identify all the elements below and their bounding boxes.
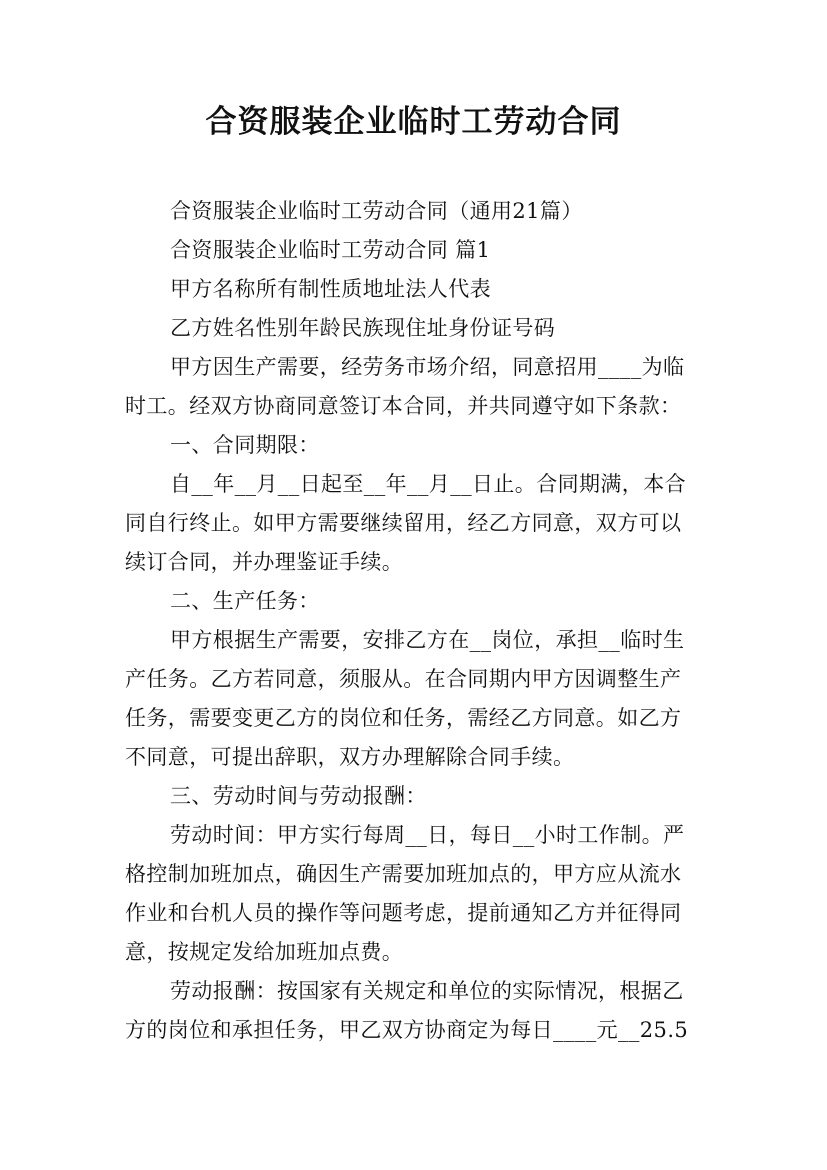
- text-line: 二、生产任务：: [170, 589, 320, 613]
- text-line: 产任务。乙方若同意，须服从。在合同期内甲方因调整生产: [125, 667, 682, 691]
- text-line: 自__年__月__日起至__年__月__日止。合同期满，本合: [170, 472, 686, 496]
- text-line: 三、劳动时间与劳动报酬：: [170, 784, 427, 808]
- text-line: 续订合同，并办理鉴证手续。: [125, 550, 404, 574]
- document-body: [125, 192, 710, 1050]
- text-line: 甲方因生产需要，经劳务市场介绍，同意招用____为临: [170, 355, 685, 379]
- text-line: 甲方名称所有制性质地址法人代表: [170, 277, 491, 301]
- text-line: 一、合同期限：: [170, 433, 320, 457]
- text-line: 任务，需要变更乙方的岗位和任务，需经乙方同意。如乙方: [125, 706, 682, 730]
- text-line: 甲方根据生产需要，安排乙方在__岗位，承担__临时生: [170, 628, 685, 652]
- text-line: 时工。经双方协商同意签订本合同，并共同遵守如下条款：: [125, 394, 682, 418]
- text-line: 格控制加班加点，确因生产需要加班加点的，甲方应从流水: [125, 862, 682, 886]
- text-line: 劳动报酬：按国家有关规定和单位的实际情况，根据乙: [170, 979, 684, 1003]
- text-line: 同自行终止。如甲方需要继续留用，经乙方同意，双方可以: [125, 511, 682, 535]
- text-line: 意，按规定发给加班加点费。: [125, 940, 404, 964]
- text-line: 合资服装企业临时工劳动合同（通用21篇）: [170, 199, 583, 223]
- text-line: 作业和台机人员的操作等问题考虑，提前通知乙方并征得同: [125, 901, 682, 925]
- text-line: 不同意，可提出辞职，双方办理解除合同手续。: [125, 745, 575, 769]
- text-line: 方的岗位和承担任务，甲乙双方协商定为每日____元__25.5: [125, 1018, 689, 1042]
- text-line: 劳动时间：甲方实行每周__日，每日__小时工作制。严: [170, 823, 685, 847]
- document-title: 合资服装企业临时工劳动合同: [205, 104, 622, 140]
- text-line: 合资服装企业临时工劳动合同 篇1: [170, 238, 491, 262]
- text-line: 乙方姓名性别年龄民族现住址身份证号码: [170, 316, 556, 340]
